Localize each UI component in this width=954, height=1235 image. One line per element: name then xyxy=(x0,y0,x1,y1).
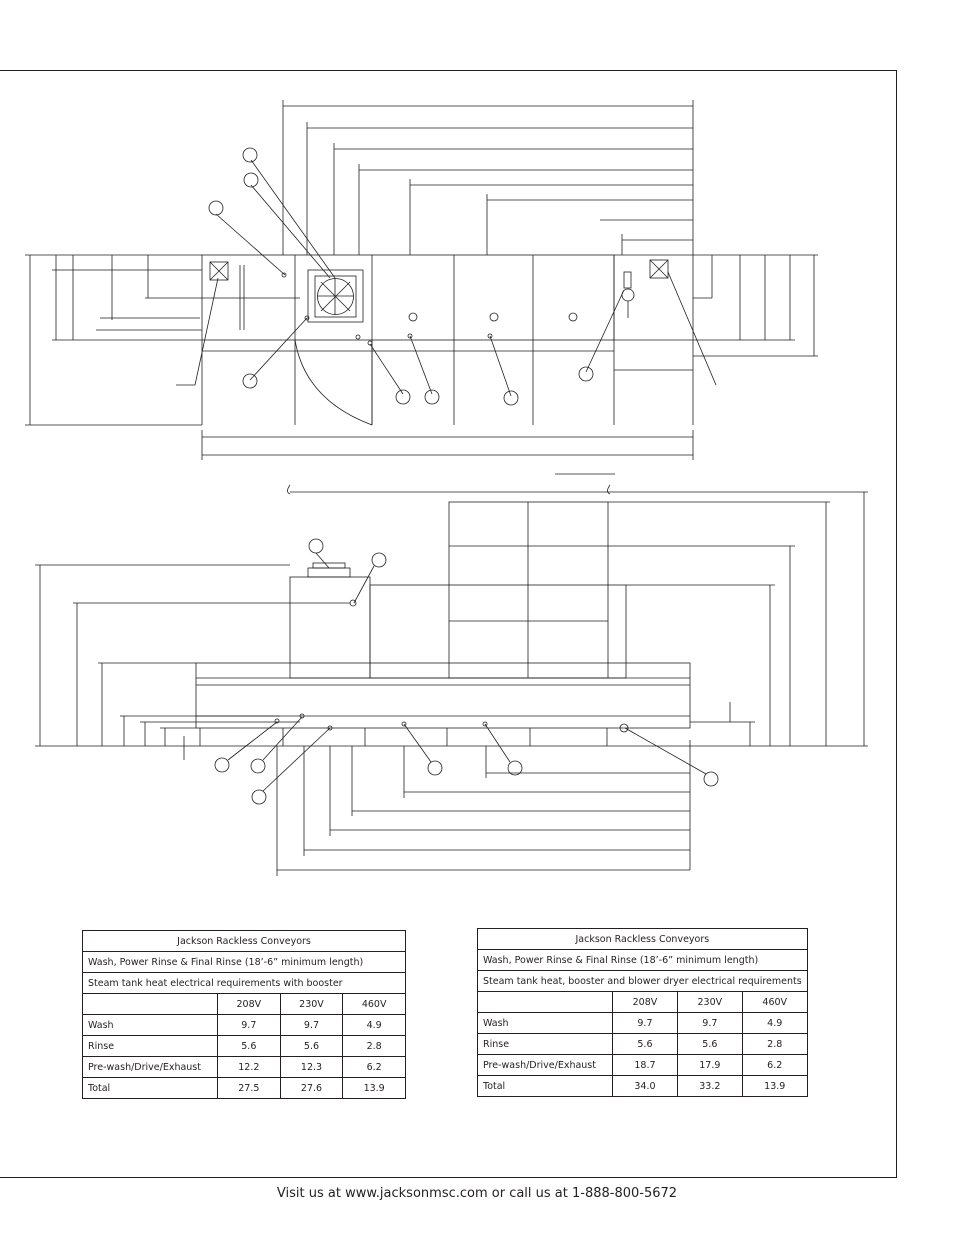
col-header-460v: 460V xyxy=(742,992,807,1013)
table-description: Steam tank heat electrical requirements with booster xyxy=(83,973,406,994)
cell-208v: 5.6 xyxy=(613,1034,678,1055)
row-label: Rinse xyxy=(83,1036,218,1057)
cell-460v: 4.9 xyxy=(343,1015,406,1036)
elevation-view xyxy=(35,492,868,876)
table-title: Jackson Rackless Conveyors xyxy=(478,929,808,950)
col-header-208v: 208V xyxy=(613,992,678,1013)
table-header-blank xyxy=(83,994,218,1015)
table-title-row xyxy=(83,931,406,952)
table-subtitle-row xyxy=(83,952,406,973)
col-header-230v: 230V xyxy=(677,992,742,1013)
row-label: Wash xyxy=(478,1013,613,1034)
row-label: Pre-wash/Drive/Exhaust xyxy=(83,1057,218,1078)
cell-460v: 13.9 xyxy=(343,1078,406,1099)
cell-460v: 13.9 xyxy=(742,1076,807,1097)
cell-460v: 6.2 xyxy=(742,1055,807,1076)
cell-230v: 17.9 xyxy=(677,1055,742,1076)
table-description: Steam tank heat, booster and blower dryer electrical requirements xyxy=(478,971,808,992)
cell-230v: 33.2 xyxy=(677,1076,742,1097)
cell-208v: 27.5 xyxy=(218,1078,281,1099)
cell-208v: 9.7 xyxy=(613,1013,678,1034)
cell-230v: 9.7 xyxy=(280,1015,343,1036)
cell-208v: 9.7 xyxy=(218,1015,281,1036)
row-label: Pre-wash/Drive/Exhaust xyxy=(478,1055,613,1076)
cell-208v: 18.7 xyxy=(613,1055,678,1076)
cell-208v: 34.0 xyxy=(613,1076,678,1097)
table-header-row xyxy=(83,994,406,1015)
cell-208v: 12.2 xyxy=(218,1057,281,1078)
table-subtitle: Wash, Power Rinse & Final Rinse (18’-6” minimum length) xyxy=(478,950,808,971)
plan-view xyxy=(25,100,818,460)
table-row xyxy=(478,1076,808,1097)
table-description-row xyxy=(478,971,808,992)
col-header-230v: 230V xyxy=(280,994,343,1015)
row-label: Rinse xyxy=(478,1034,613,1055)
cell-208v: 5.6 xyxy=(218,1036,281,1057)
row-label: Total xyxy=(83,1078,218,1099)
cell-230v: 5.6 xyxy=(280,1036,343,1057)
table-title-row xyxy=(478,929,808,950)
table-row xyxy=(478,1055,808,1076)
table-row xyxy=(83,1036,406,1057)
table-row xyxy=(83,1078,406,1099)
footer-contact: Visit us at www.jacksonmsc.com or call us at 1-888-800-5672 xyxy=(276,1186,678,1201)
table-row xyxy=(83,1057,406,1078)
table-subtitle: Wash, Power Rinse & Final Rinse (18’-6” minimum length) xyxy=(83,952,406,973)
cell-230v: 5.6 xyxy=(677,1034,742,1055)
cell-460v: 2.8 xyxy=(343,1036,406,1057)
cell-230v: 27.6 xyxy=(280,1078,343,1099)
table-header-row xyxy=(478,992,808,1013)
cell-460v: 4.9 xyxy=(742,1013,807,1034)
table-row xyxy=(478,1034,808,1055)
cell-460v: 2.8 xyxy=(742,1034,807,1055)
electrical-table-with-booster-and-dryer xyxy=(477,928,808,1097)
cell-230v: 9.7 xyxy=(677,1013,742,1034)
table-subtitle-row xyxy=(478,950,808,971)
cell-230v: 12.3 xyxy=(280,1057,343,1078)
table-header-blank xyxy=(478,992,613,1013)
table-title: Jackson Rackless Conveyors xyxy=(83,931,406,952)
col-header-208v: 208V xyxy=(218,994,281,1015)
electrical-table-with-booster xyxy=(82,930,406,1099)
table-row xyxy=(478,1013,808,1034)
cell-460v: 6.2 xyxy=(343,1057,406,1078)
row-label: Total xyxy=(478,1076,613,1097)
table-row xyxy=(83,1015,406,1036)
row-label: Wash xyxy=(83,1015,218,1036)
table-description-row xyxy=(83,973,406,994)
col-header-460v: 460V xyxy=(343,994,406,1015)
